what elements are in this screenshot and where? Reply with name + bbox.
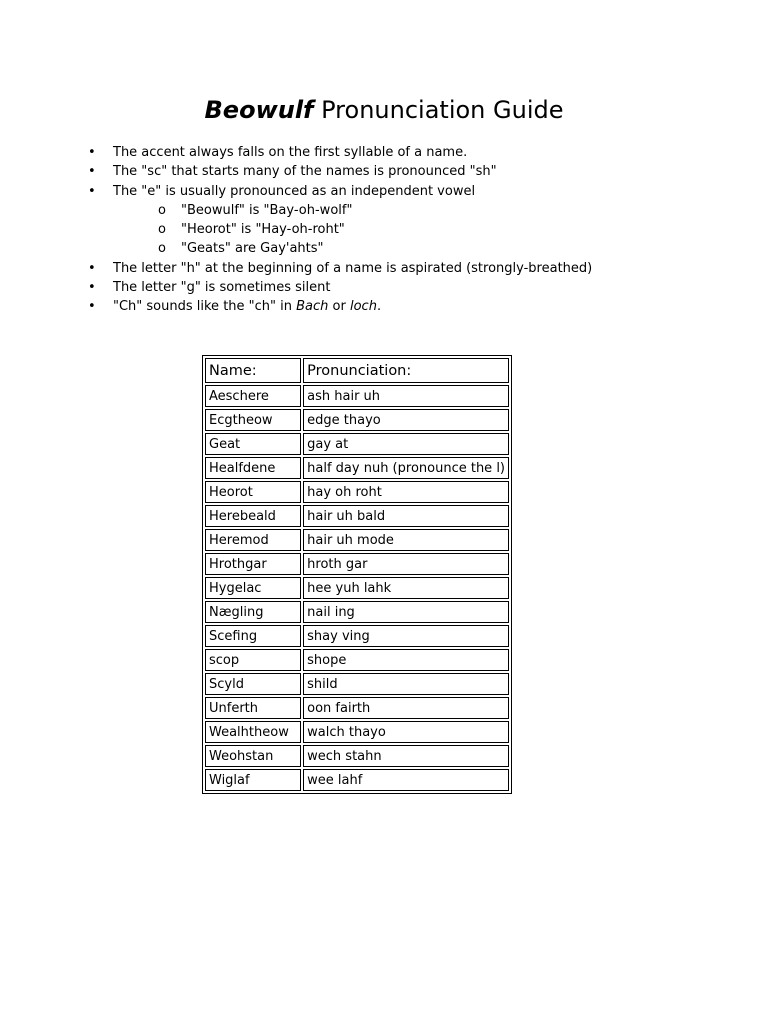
table-body	[205, 385, 509, 791]
table-row	[205, 649, 509, 671]
list-item-text: "Geats" are Gay'ahts"	[181, 241, 324, 257]
cell-pronunciation: ash hair uh	[303, 385, 509, 407]
table-row	[205, 697, 509, 719]
title-rest: Pronunciation Guide	[313, 96, 564, 124]
table-row	[205, 409, 509, 431]
table-row	[205, 769, 509, 791]
cell-name: Hrothgar	[205, 553, 301, 575]
table-row	[205, 433, 509, 455]
sub-bullet-marker: o	[158, 202, 166, 218]
bullet-marker: •	[88, 299, 96, 315]
cell-name: Geat	[205, 433, 301, 455]
table-header-row	[205, 358, 509, 383]
table-row	[205, 529, 509, 551]
table-row	[205, 673, 509, 695]
cell-name: Ecgtheow	[205, 409, 301, 431]
bullet-marker: •	[88, 183, 96, 199]
table-row	[205, 481, 509, 503]
title-italic: Beowulf	[204, 96, 314, 124]
bullet-marker: •	[88, 164, 96, 180]
sub-bullet-marker: o	[158, 222, 166, 238]
list-item-text-part: or	[328, 299, 350, 315]
list-item-text: "Heorot" is "Hay-oh-roht"	[181, 222, 345, 238]
cell-name: Healfdene	[205, 457, 301, 479]
cell-pronunciation: oon fairth	[303, 697, 509, 719]
cell-pronunciation: hee yuh lahk	[303, 577, 509, 599]
sub-list-item	[88, 220, 748, 239]
cell-name: Scefing	[205, 625, 301, 647]
bullet-marker: •	[88, 280, 96, 296]
cell-pronunciation: shay ving	[303, 625, 509, 647]
list-item	[88, 297, 748, 316]
list-item	[88, 143, 748, 162]
cell-name: Hygelac	[205, 577, 301, 599]
table-row	[205, 577, 509, 599]
table-row	[205, 745, 509, 767]
page-title	[0, 94, 768, 126]
bullet-marker: •	[88, 145, 96, 160]
table-row	[205, 553, 509, 575]
list-item-text: The "sc" that starts many of the names is pronounced "sh"	[113, 164, 497, 180]
bullet-marker: •	[88, 260, 96, 276]
list-item-text: "Beowulf" is "Bay-oh-wolf"	[181, 202, 353, 218]
cell-pronunciation: edge thayo	[303, 409, 509, 431]
cell-pronunciation: walch thayo	[303, 721, 509, 743]
list-item	[88, 182, 748, 201]
cell-pronunciation: shild	[303, 673, 509, 695]
list-item-text-part: .	[376, 299, 382, 315]
cell-name: Heremod	[205, 529, 301, 551]
italic-word: Bach	[296, 299, 329, 315]
table-row	[205, 721, 509, 743]
cell-name: scop	[205, 649, 301, 671]
cell-name: Wiglaf	[205, 769, 301, 791]
table-row	[205, 625, 509, 647]
list-item-text: The "e" is usually pronounced as an independent vowel	[113, 183, 476, 199]
list-item-text-part: "Ch" sounds like the "ch" in	[113, 299, 297, 315]
list-item	[88, 278, 748, 297]
list-item-text: The letter "g" is sometimes silent	[113, 280, 331, 296]
cell-name: Herebeald	[205, 505, 301, 527]
cell-pronunciation: hay oh roht	[303, 481, 509, 503]
cell-name: Unferth	[205, 697, 301, 719]
notes-list	[88, 143, 748, 317]
cell-name: Wealhtheow	[205, 721, 301, 743]
pronunciation-table	[202, 355, 512, 794]
header-name: Name:	[205, 358, 301, 383]
list-item	[88, 259, 748, 278]
list-item-text: The letter "h" at the beginning of a name is aspirated (strongly-breathed)	[113, 260, 593, 276]
cell-name: Weohstan	[205, 745, 301, 767]
cell-name: Heorot	[205, 481, 301, 503]
cell-pronunciation: wee lahf	[303, 769, 509, 791]
cell-pronunciation: gay at	[303, 433, 509, 455]
sub-list-item	[88, 239, 748, 258]
sub-bullet-marker: o	[158, 241, 166, 257]
table-row	[205, 457, 509, 479]
list-item	[88, 162, 748, 181]
table-row	[205, 385, 509, 407]
cell-pronunciation: hroth gar	[303, 553, 509, 575]
cell-name: Aeschere	[205, 385, 301, 407]
cell-pronunciation: nail ing	[303, 601, 509, 623]
italic-word: loch	[349, 299, 377, 315]
list-item-text: The accent always falls on the first syllable of a name.	[113, 145, 468, 160]
sub-list-item	[88, 201, 748, 220]
cell-pronunciation: shope	[303, 649, 509, 671]
cell-name: Scyld	[205, 673, 301, 695]
cell-name: Nægling	[205, 601, 301, 623]
cell-pronunciation: hair uh bald	[303, 505, 509, 527]
table-row	[205, 601, 509, 623]
cell-pronunciation: half day nuh (pronounce the l)	[303, 457, 509, 479]
header-pronunciation: Pronunciation:	[303, 358, 509, 383]
cell-pronunciation: hair uh mode	[303, 529, 509, 551]
table-row	[205, 505, 509, 527]
cell-pronunciation: wech stahn	[303, 745, 509, 767]
